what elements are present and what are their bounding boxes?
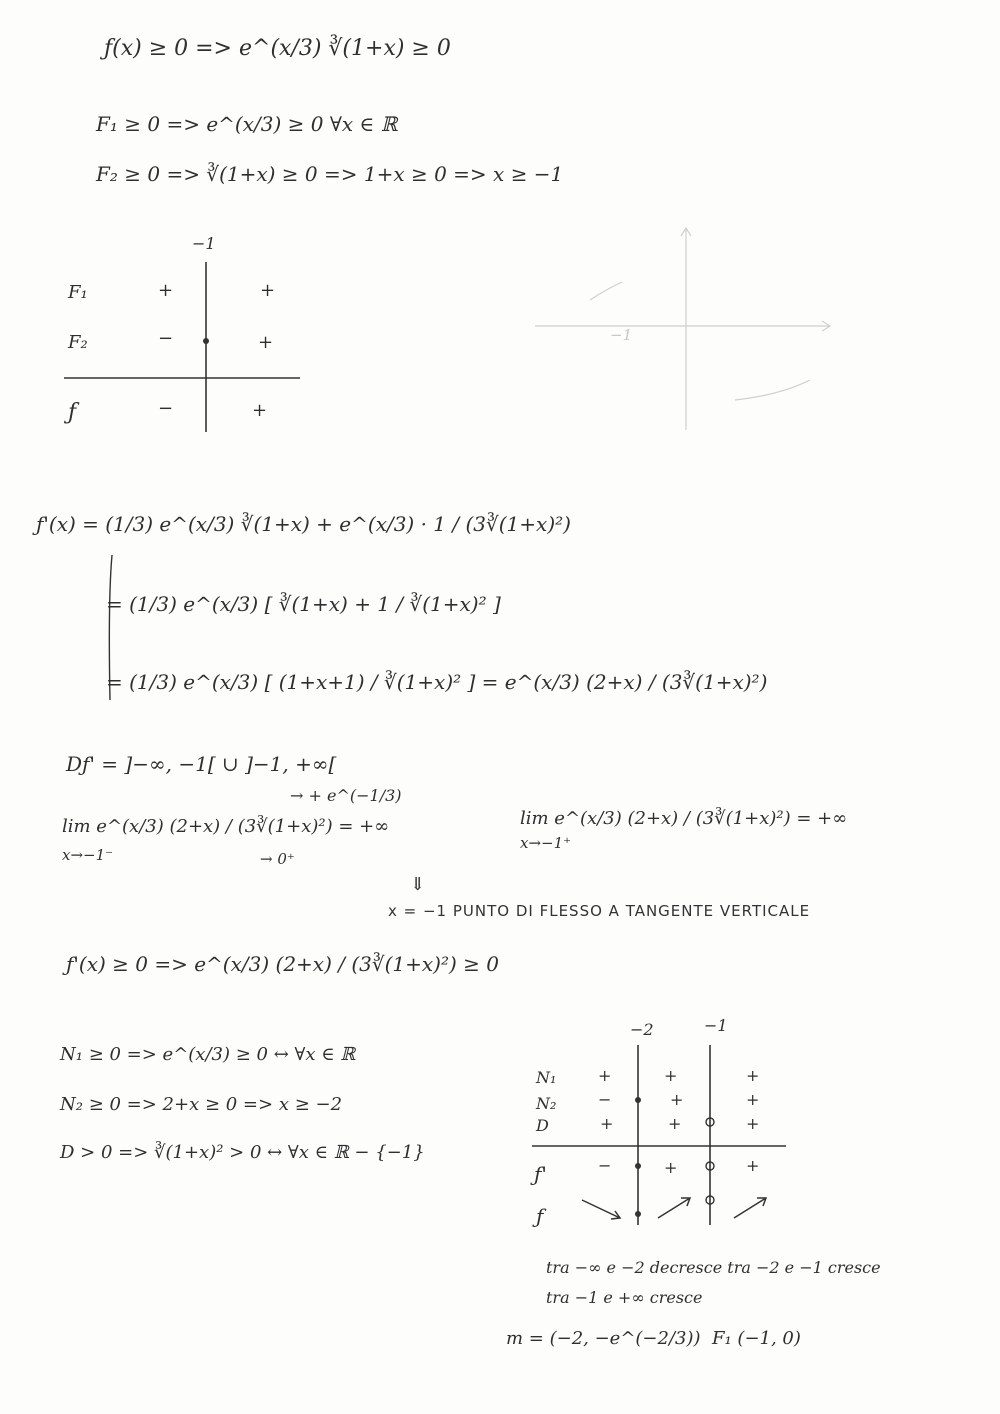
table2-dot: [635, 1097, 641, 1103]
line-f1-nonneg: F₁ ≥ 0 => e^(x/3) ≥ 0 ∀x ∈ ℝ: [96, 112, 398, 136]
table2-function-label: ƒ: [536, 1204, 544, 1228]
table1-row-label: F₂: [68, 332, 88, 353]
table1-cell: +: [158, 280, 174, 301]
table2-row-label: N₂: [536, 1094, 557, 1113]
condition-d: D > 0 => ∛(1+x)² > 0 ↔ ∀x ∈ ℝ − {−1}: [60, 1142, 425, 1163]
table1-zero-dot: [203, 338, 209, 344]
inflection-point: F₁ (−1, 0): [712, 1328, 801, 1349]
condition-n1: N₁ ≥ 0 => e^(x/3) ≥ 0 ↔ ∀x ∈ ℝ: [60, 1044, 356, 1065]
graph-sketch: [535, 228, 830, 430]
inflection-conclusion: x = −1 PUNTO DI FLESSO A TANGENTE VERTICALE: [388, 902, 811, 920]
table2-cell: +: [664, 1066, 678, 1085]
derivative-line-3: = (1/3) e^(x/3) [ (1+x+1) / ∛(1+x)² ] = e^(x/3) (2+x) / (3∛(1+x)²): [106, 670, 768, 694]
table2-row-label: D: [536, 1116, 549, 1135]
table2-result-label: ƒ': [534, 1162, 547, 1186]
table1-cell: −: [158, 328, 174, 349]
table2-row-label: N₁: [536, 1068, 557, 1087]
monotonicity-arrows: [582, 1198, 766, 1219]
implies-arrow: ⇓: [410, 874, 426, 895]
derivative-line-2: = (1/3) e^(x/3) [ ∛(1+x) + 1 / ∛(1+x)² ]: [106, 592, 501, 616]
table2-cell: +: [746, 1090, 760, 1109]
table2-result-cell: +: [746, 1156, 760, 1175]
table2-point-label: −1: [704, 1016, 728, 1035]
table2-point-label: −2: [630, 1020, 654, 1039]
summary-line-2: tra −1 e +∞ cresce: [546, 1288, 703, 1307]
condition-n2: N₂ ≥ 0 => 2+x ≥ 0 => x ≥ −2: [60, 1094, 343, 1115]
table1-point-label: −1: [192, 234, 216, 253]
derivative-domain: Dƒ' = ]−∞, −1[ ∪ ]−1, +∞[: [66, 752, 337, 776]
table1-result-label: ƒ: [68, 400, 77, 425]
table2-cell: +: [670, 1090, 684, 1109]
line-f2-nonneg: F₂ ≥ 0 => ∛(1+x) ≥ 0 => 1+x ≥ 0 => x ≥ −1: [96, 162, 564, 186]
minimum-point: m = (−2, −e^(−2/3)): [506, 1328, 701, 1349]
table2-result-cell: +: [664, 1158, 678, 1177]
table1-row-label: F₁: [68, 282, 88, 303]
limit-left: lim e^(x/3) (2+x) / (3∛(1+x)²) = +∞: [62, 816, 390, 837]
table2-cell: +: [668, 1114, 682, 1133]
table2-dot: [635, 1211, 641, 1217]
derivative-line-1: ƒ'(x) = (1/3) e^(x/3) ∛(1+x) + e^(x/3) · 1 / (3∛(1+x)²): [36, 512, 571, 536]
line-f-nonneg: ƒ(x) ≥ 0 => e^(x/3) ∛(1+x) ≥ 0: [104, 36, 451, 61]
table1-cell: +: [260, 280, 276, 301]
table1-result-cell: +: [252, 400, 268, 421]
table2-result-cell: −: [598, 1156, 612, 1175]
table2-cell: +: [746, 1114, 760, 1133]
limit-left-subscript: x→−1⁻: [62, 846, 114, 864]
table1-result-cell: −: [158, 398, 174, 419]
table2-cell: −: [598, 1090, 612, 1109]
table2-cell: +: [746, 1066, 760, 1085]
limit-left-numerator-note: → + e^(−1/3): [290, 786, 402, 805]
limit-right-subscript: x→−1⁺: [520, 834, 572, 852]
table2-cell: +: [598, 1066, 612, 1085]
table2-cell: +: [600, 1114, 614, 1133]
derivative-sign-condition: ƒ'(x) ≥ 0 => e^(x/3) (2+x) / (3∛(1+x)²) ≥ 0: [66, 952, 499, 976]
table1-cell: +: [258, 332, 274, 353]
limit-left-denominator-note: → 0⁺: [260, 850, 295, 868]
graph-tick-label: −1: [610, 326, 633, 344]
limit-right: lim e^(x/3) (2+x) / (3∛(1+x)²) = +∞: [520, 808, 848, 829]
table2-dot: [635, 1163, 641, 1169]
summary-line-1: tra −∞ e −2 decresce tra −2 e −1 cresce: [546, 1258, 881, 1277]
